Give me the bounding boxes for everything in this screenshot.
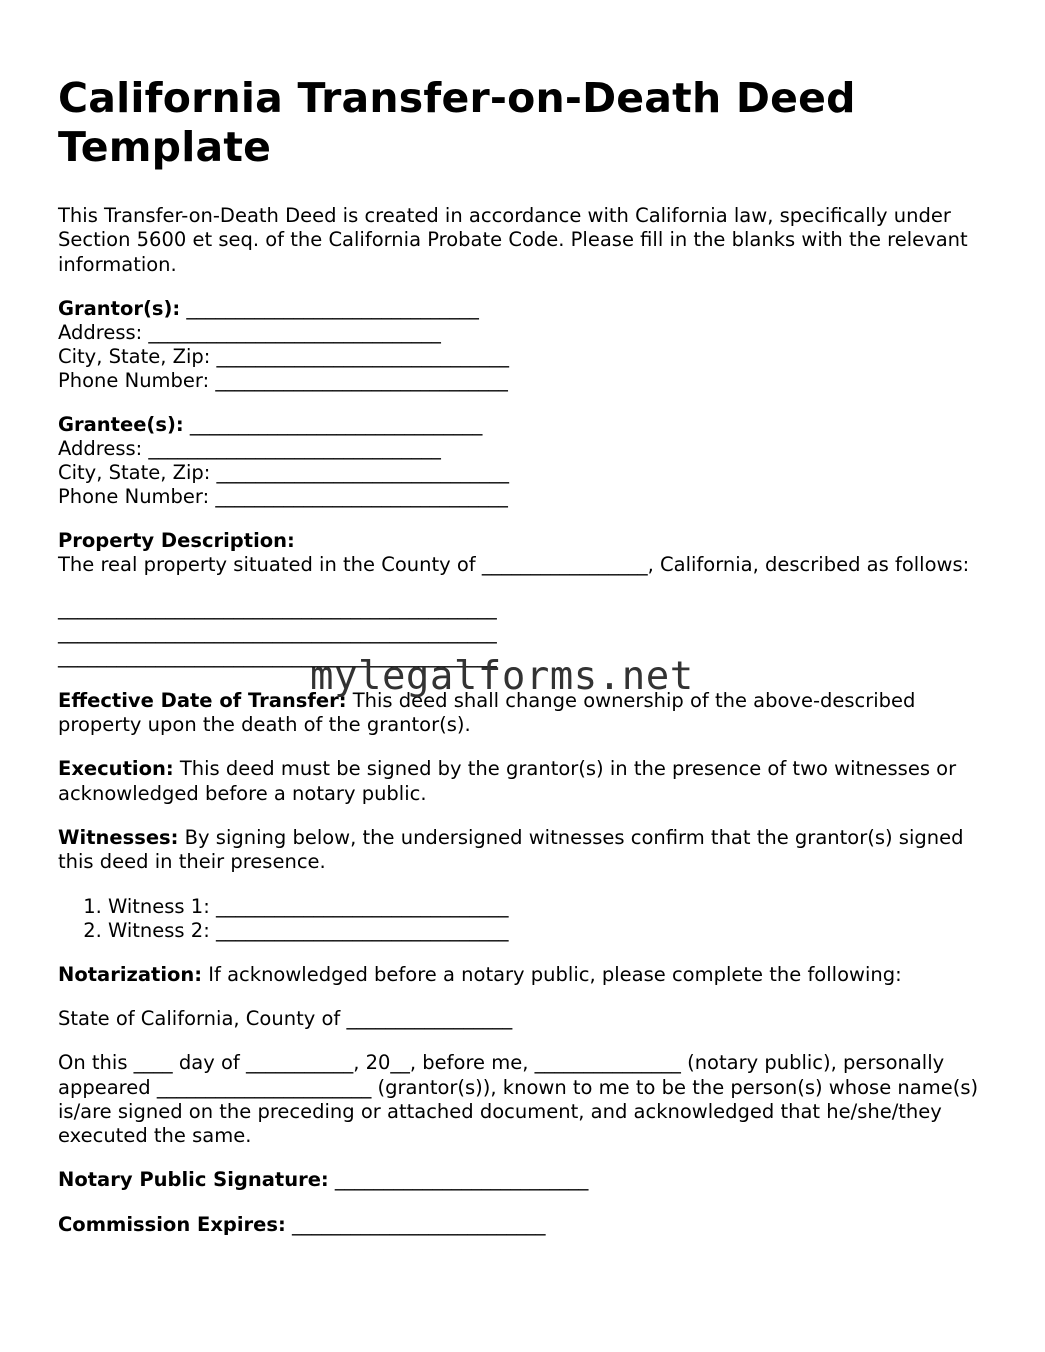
notary-signature-line [58,1168,998,1192]
acknowledgment-paragraph: On this ____ day of ___________, 20__, before me, _______________ (notary public), personally appeared ______________________ (grantor(s)), known to me to be the person(s) whose name(s) is/are signed on the preceding or attached document, and acknowledged that he/she/they executed the same. [58,1051,979,1148]
intro-paragraph: This Transfer-on-Death Deed is created in accordance with California law, specifically under Section 5600 et seq. of the California Probate Code. Please fill in the blanks with the relevant information. [58,204,968,276]
grantee-name-field: ______________________________ [183,412,483,436]
notary-county-field: State of California, County of _________________ [58,1006,513,1030]
witness-2-field: 2. Witness 2: ______________________________ [108,919,998,943]
notarization-paragraph [58,963,998,987]
watermark-text: mylegalforms.net [310,654,694,699]
grantor-label: Grantor(s): [58,296,181,320]
commission-expires-line [58,1213,998,1237]
execution-paragraph [58,757,998,806]
witnesses-label: Witnesses: [58,826,179,850]
effective-date-label: Effective Date of Transfer: [58,688,347,712]
property-line-2: _____________________________________________ [58,620,497,644]
notary-signature-label: Notary Public Signature: [58,1168,329,1192]
property-line-1: _____________________________________________ [58,596,497,620]
witnesses-text: By signing below, the undersigned witnesses confirm that the grantor(s) signed this deed in their presence. [58,826,964,874]
notarization-text: If acknowledged before a notary public, please complete the following: [202,962,902,986]
grantor-name-field: ______________________________ [180,296,479,320]
commission-expires-label: Commission Expires: [58,1212,286,1236]
grantor-section [58,297,998,393]
grantee-section [58,413,998,509]
grantee-address-field: Address: ______________________________ [58,436,441,460]
notary-signature-field: __________________________ [328,1168,589,1192]
execution-label: Execution: [58,757,174,781]
execution-text: This deed must be signed by the grantor(s) in the presence of two witnesses or acknowledged before a notary public. [58,757,957,805]
grantor-address-field: Address: ______________________________ [58,320,441,344]
grantee-phone-field: Phone Number: ______________________________ [58,484,508,508]
document-title: California Transfer-on-Death Deed Template [58,74,856,171]
witnesses-paragraph [58,826,998,875]
witness-1-field: 1. Witness 1: ______________________________ [108,895,998,919]
grantor-city-field: City, State, Zip: ______________________________ [58,344,510,368]
property-text: The real property situated in the County of _________________, California, described as follows: [58,552,970,576]
witness-list [58,895,998,943]
effective-date-text: This deed shall change ownership of the above-described property upon the death of the grantor(s). [58,688,916,737]
notarization-label: Notarization: [58,962,203,986]
grantee-city-field: City, State, Zip: ______________________________ [58,460,510,484]
grantor-phone-field: Phone Number: ______________________________ [58,368,508,392]
grantee-label: Grantee(s): [58,412,184,436]
property-line-3: _____________________________________________ [58,644,497,668]
commission-expires-field: __________________________ [285,1212,546,1236]
property-section [58,529,998,577]
property-label: Property Description: [58,528,295,552]
